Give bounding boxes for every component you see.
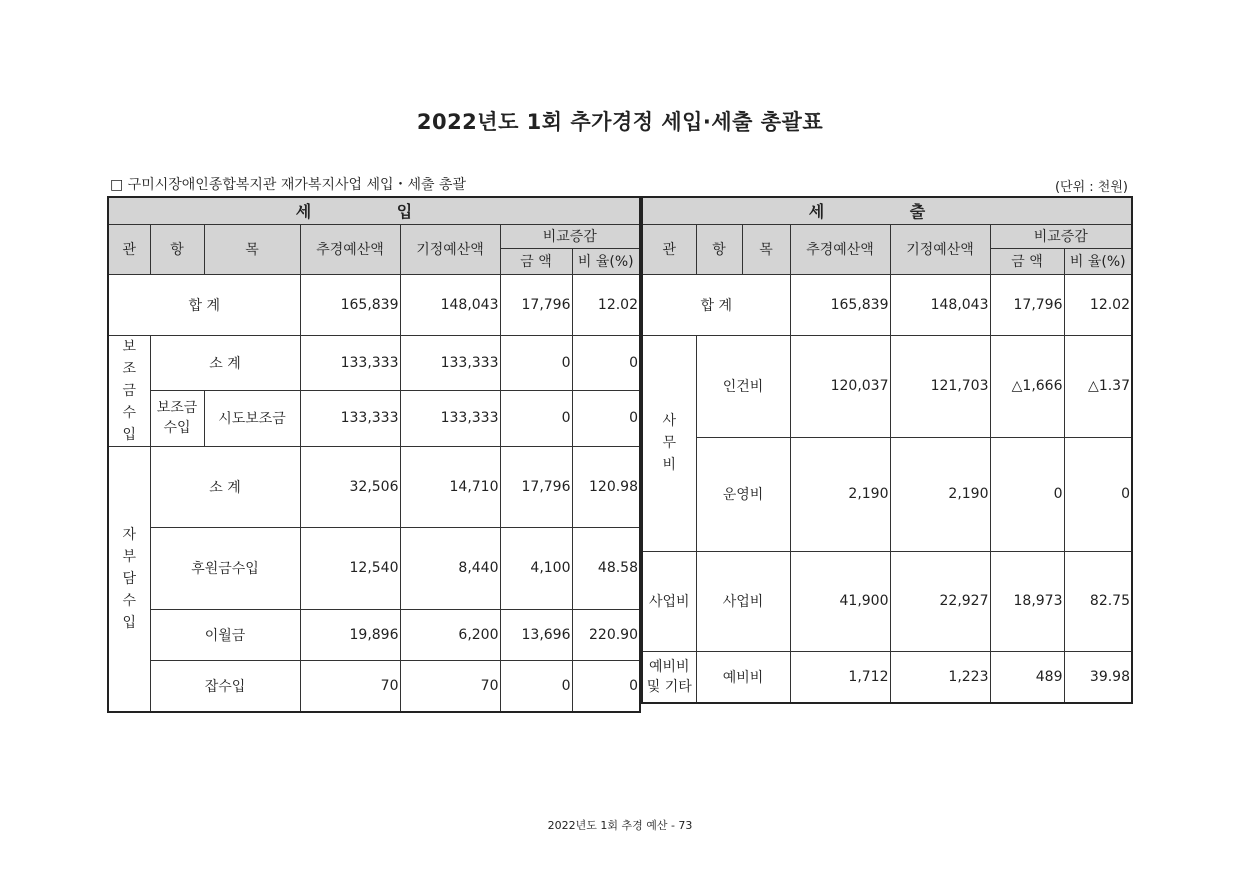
cell-prev: 121,703 xyxy=(890,335,990,437)
subtotal-label: 소 계 xyxy=(150,335,300,391)
col-compare: 비교증감 xyxy=(990,224,1132,248)
table-row xyxy=(108,446,640,527)
cell-amount: 4,100 xyxy=(500,527,572,609)
col-hang: 항 xyxy=(696,224,742,274)
col-ratio: 비 율(%) xyxy=(572,248,640,274)
gwan-subsidy: 보 조 금 수 입 xyxy=(108,335,150,446)
col-amount: 금 액 xyxy=(500,248,572,274)
gwan-business: 사업비 xyxy=(642,551,696,651)
col-supp-budget: 추경예산액 xyxy=(790,224,890,274)
col-mok: 목 xyxy=(204,224,300,274)
table-row xyxy=(108,391,640,447)
gwan-office: 사 무 비 xyxy=(642,335,696,551)
col-hang: 항 xyxy=(150,224,204,274)
cell-amount: 0 xyxy=(990,437,1064,551)
total-supp: 165,839 xyxy=(790,274,890,335)
table-row xyxy=(642,335,1132,437)
cell-supp: 133,333 xyxy=(300,335,400,391)
hang-subsidy: 보조금수입 xyxy=(150,391,204,447)
hang-reserve: 예비비 xyxy=(696,651,790,703)
cell-amount: 18,973 xyxy=(990,551,1064,651)
expense-table xyxy=(641,196,1133,704)
col-mok: 목 xyxy=(742,224,790,274)
total-prev: 148,043 xyxy=(890,274,990,335)
col-prev-budget: 기정예산액 xyxy=(400,224,500,274)
cell-supp: 41,900 xyxy=(790,551,890,651)
table-row xyxy=(108,274,640,335)
col-ratio: 비 율(%) xyxy=(1064,248,1132,274)
total-label: 합 계 xyxy=(642,274,790,335)
total-ratio: 12.02 xyxy=(1064,274,1132,335)
gwan-reserve: 예비비 및 기타 xyxy=(642,651,696,703)
cell-ratio: 48.58 xyxy=(572,527,640,609)
cell-prev: 22,927 xyxy=(890,551,990,651)
table-row xyxy=(642,651,1132,703)
cell-amount: △1,666 xyxy=(990,335,1064,437)
cell-prev: 133,333 xyxy=(400,391,500,447)
total-ratio: 12.02 xyxy=(572,274,640,335)
cell-supp: 2,190 xyxy=(790,437,890,551)
page-title: 2022년도 1회 추가경정 세입·세출 총괄표 xyxy=(416,110,824,134)
table-row xyxy=(108,335,640,391)
revenue-header: 세 입 xyxy=(295,202,453,222)
cell-amount: 0 xyxy=(500,335,572,391)
total-supp: 165,839 xyxy=(300,274,400,335)
cell-prev: 133,333 xyxy=(400,335,500,391)
col-supp-budget: 추경예산액 xyxy=(300,224,400,274)
cell-amount: 489 xyxy=(990,651,1064,703)
table-row xyxy=(642,551,1132,651)
cell-amount: 17,796 xyxy=(500,446,572,527)
table-subtitle: □ 구미시장애인종합복지관 재가복지사업 세입・세출 총괄 xyxy=(110,177,467,193)
cell-ratio: 39.98 xyxy=(1064,651,1132,703)
expense-header: 세 출 xyxy=(808,202,966,222)
cell-ratio: 0 xyxy=(1064,437,1132,551)
cell-ratio: 0 xyxy=(572,335,640,391)
cell-ratio: 120.98 xyxy=(572,446,640,527)
cell-prev: 8,440 xyxy=(400,527,500,609)
row-label: 잡수입 xyxy=(150,660,300,712)
unit-label: (단위 : 천원) xyxy=(1054,180,1128,195)
cell-amount: 0 xyxy=(500,391,572,447)
cell-supp: 32,506 xyxy=(300,446,400,527)
cell-prev: 2,190 xyxy=(890,437,990,551)
cell-ratio: 220.90 xyxy=(572,609,640,660)
subtotal-label: 소 계 xyxy=(150,446,300,527)
hang-business: 사업비 xyxy=(696,551,790,651)
cell-supp: 1,712 xyxy=(790,651,890,703)
table-row xyxy=(108,609,640,660)
table-row xyxy=(108,660,640,712)
total-prev: 148,043 xyxy=(400,274,500,335)
hang-operating: 운영비 xyxy=(696,437,790,551)
cell-ratio: 82.75 xyxy=(1064,551,1132,651)
page-footer: 2022년도 1회 추경 예산 - 73 xyxy=(547,819,693,832)
cell-supp: 133,333 xyxy=(300,391,400,447)
row-label: 후원금수입 xyxy=(150,527,300,609)
cell-ratio: 0 xyxy=(572,391,640,447)
cell-supp: 12,540 xyxy=(300,527,400,609)
col-gwan: 관 xyxy=(642,224,696,274)
col-prev-budget: 기정예산액 xyxy=(890,224,990,274)
mok-city-subsidy: 시도보조금 xyxy=(204,391,300,447)
table-row xyxy=(108,527,640,609)
total-amount: 17,796 xyxy=(990,274,1064,335)
cell-ratio: 0 xyxy=(572,660,640,712)
table-row xyxy=(642,437,1132,551)
hang-personnel: 인건비 xyxy=(696,335,790,437)
cell-supp: 19,896 xyxy=(300,609,400,660)
cell-prev: 14,710 xyxy=(400,446,500,527)
total-amount: 17,796 xyxy=(500,274,572,335)
gwan-self-pay: 자 부 담 수 입 xyxy=(108,446,150,712)
cell-prev: 6,200 xyxy=(400,609,500,660)
cell-amount: 0 xyxy=(500,660,572,712)
cell-amount: 13,696 xyxy=(500,609,572,660)
cell-prev: 70 xyxy=(400,660,500,712)
cell-supp: 120,037 xyxy=(790,335,890,437)
col-gwan: 관 xyxy=(108,224,150,274)
revenue-table xyxy=(107,196,641,713)
row-label: 이월금 xyxy=(150,609,300,660)
total-label: 합 계 xyxy=(108,274,300,335)
col-compare: 비교증감 xyxy=(500,224,640,248)
cell-supp: 70 xyxy=(300,660,400,712)
table-row xyxy=(642,274,1132,335)
col-amount: 금 액 xyxy=(990,248,1064,274)
cell-ratio: △1.37 xyxy=(1064,335,1132,437)
cell-prev: 1,223 xyxy=(890,651,990,703)
